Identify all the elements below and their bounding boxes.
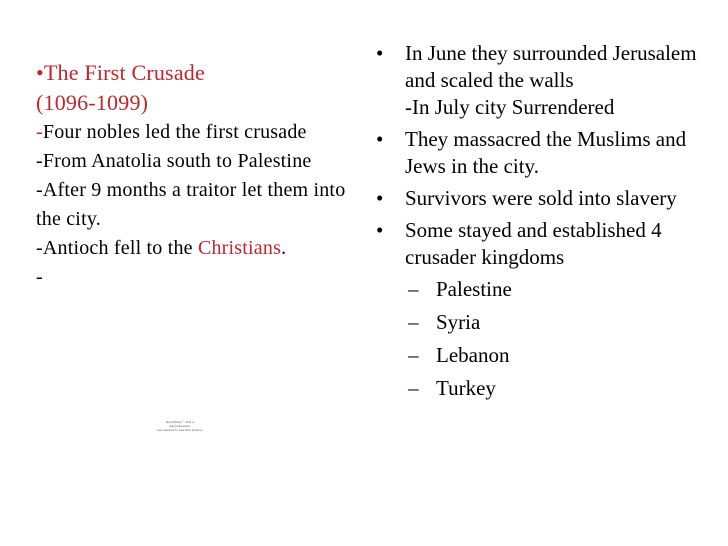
bullet-mark: • (376, 218, 384, 242)
sub-item-text: Turkey (436, 376, 496, 400)
christians-highlight: Christians (197, 237, 282, 259)
heading (36, 58, 356, 118)
dash-mark: – (408, 277, 419, 301)
body-line-1: Four nobles led the first crusade (42, 121, 307, 143)
bullet-mark: • (36, 60, 44, 85)
sub-item-text: Palestine (436, 277, 512, 301)
list-item (374, 185, 704, 212)
sub-list-item (374, 309, 704, 336)
list-item-extra: -In July city Surrendered (405, 95, 615, 119)
heading-line-1: The First Crusade (43, 60, 205, 85)
body-line-4-suffix: . (281, 237, 287, 259)
sub-item-text: Lebanon (436, 343, 510, 367)
bullet-mark: • (376, 127, 384, 151)
body-line-3: -After 9 months a traitor let them into the city. (36, 179, 346, 230)
body-line-2: -From Anatolia south to Palestine (36, 150, 312, 172)
bullet-mark: • (376, 41, 384, 65)
right-bullet-list (374, 40, 704, 408)
sub-item-text: Syria (436, 310, 481, 334)
dash-mark: - (36, 121, 43, 143)
list-item (374, 40, 704, 121)
trailing-dash: - (36, 266, 43, 288)
list-item (374, 217, 704, 271)
list-item-text: In June they surrounded Jerusalem and scaled the walls (405, 41, 697, 92)
dash-mark: – (408, 310, 419, 334)
sub-list-item (374, 375, 704, 402)
body-line-4-prefix: -Antioch fell to the (36, 237, 198, 259)
placeholder-line: decompressor (169, 424, 191, 428)
heading-line-2: (1096-1099) (36, 90, 149, 115)
list-item-text: Some stayed and established 4 crusader kingdoms (405, 218, 662, 269)
dash-mark: – (408, 376, 419, 400)
list-item-text: They massacred the Muslims and Jews in the city. (405, 127, 687, 178)
list-item (374, 126, 704, 180)
body-text (36, 118, 356, 292)
sub-list-item (374, 342, 704, 369)
left-text-block (36, 58, 356, 292)
list-item-text: Survivors were sold into slavery (405, 186, 677, 210)
placeholder-line: are needed to see this picture. (156, 428, 204, 432)
placeholder-line: QuickTime™ and a (165, 420, 195, 424)
missing-image-placeholder (150, 420, 210, 432)
sub-list-item (374, 276, 704, 303)
bullet-mark: • (376, 186, 384, 210)
dash-mark: – (408, 343, 419, 367)
